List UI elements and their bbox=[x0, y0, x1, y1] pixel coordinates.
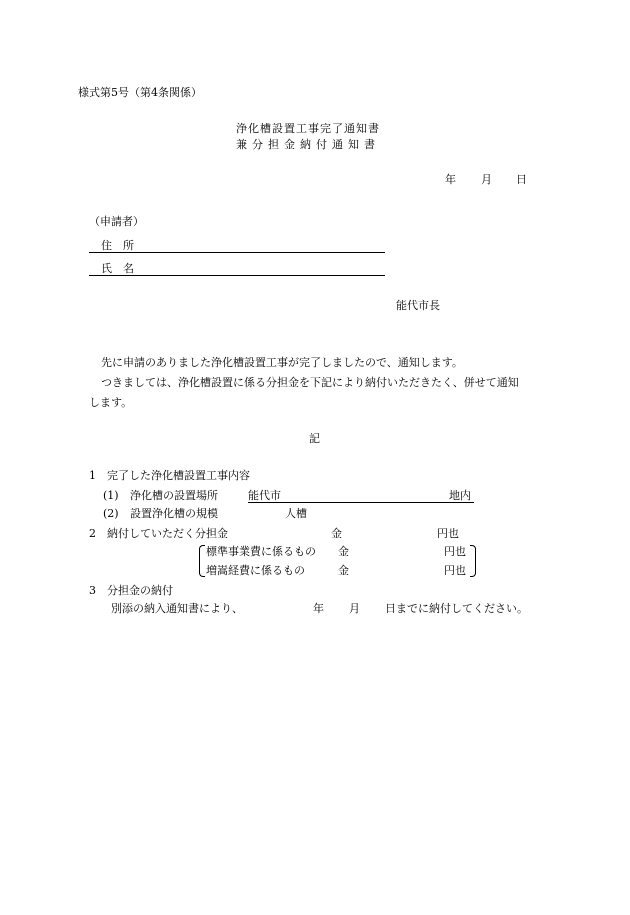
item2-sub2-kin: 金 bbox=[338, 564, 349, 577]
item1-sub1-city: 能代市 bbox=[248, 489, 281, 502]
item1-sub1-underline bbox=[248, 502, 474, 503]
item3-year: 年 bbox=[313, 602, 324, 615]
name-label: 氏 名 bbox=[101, 262, 134, 275]
item2-sub1-yen: 円也 bbox=[444, 545, 466, 558]
item2-heading: 2 納付していただく分担金 bbox=[89, 527, 228, 540]
address-line bbox=[89, 252, 385, 253]
item3-month: 月 bbox=[349, 602, 360, 615]
right-brace bbox=[470, 545, 476, 577]
item2-sub2-label: 増嵩経費に係るもの bbox=[206, 564, 305, 577]
item2-kin: 金 bbox=[331, 527, 342, 540]
item2-sub1-label: 標準事業費に係るもの bbox=[206, 545, 316, 558]
form-number: 様式第5号（第4条関係） bbox=[78, 86, 202, 99]
item2-yen: 円也 bbox=[437, 527, 459, 540]
document-title-line1: 浄化槽設置工事完了通知書 bbox=[236, 122, 380, 135]
address-label: 住 所 bbox=[101, 239, 134, 252]
item3-text-post: 日までに納付してください。 bbox=[385, 602, 528, 615]
item1-sub1-num: (1) bbox=[103, 489, 119, 502]
date-month: 月 bbox=[481, 173, 492, 186]
left-brace bbox=[199, 545, 205, 577]
body-paragraph-1: 先に申請のありました浄化槽設置工事が完了しましたので、通知します。 bbox=[101, 356, 463, 369]
item1-sub2-unit: 人槽 bbox=[285, 507, 307, 520]
name-line bbox=[89, 275, 385, 276]
issuer: 能代市長 bbox=[396, 299, 440, 312]
date-day: 日 bbox=[516, 173, 527, 186]
item1-sub1-suffix: 地内 bbox=[449, 489, 471, 502]
item1-sub1-label: 浄化槽の設置場所 bbox=[130, 489, 218, 502]
item2-sub1-kin: 金 bbox=[338, 545, 349, 558]
date-year: 年 bbox=[445, 173, 456, 186]
body-paragraph-2-line2: します。 bbox=[89, 396, 133, 409]
document-title-line2: 兼分担金納付通知書 bbox=[236, 138, 380, 151]
item3-heading: 3 分担金の納付 bbox=[89, 584, 173, 597]
body-paragraph-2-line1: つきましては、浄化槽設置に係る分担金を下記により納付いただきたく、併せて通知 bbox=[101, 376, 519, 389]
item1-sub2-label: 設置浄化槽の規模 bbox=[130, 507, 218, 520]
item2-sub2-yen: 円也 bbox=[444, 564, 466, 577]
applicant-heading: （申請者） bbox=[89, 215, 144, 228]
item1-sub2-num: (2) bbox=[103, 507, 119, 520]
item1-heading: 1 完了した浄化槽設置工事内容 bbox=[89, 469, 250, 482]
item3-text-pre: 別添の納入通知書により、 bbox=[111, 602, 243, 615]
ki-heading: 記 bbox=[309, 432, 320, 445]
